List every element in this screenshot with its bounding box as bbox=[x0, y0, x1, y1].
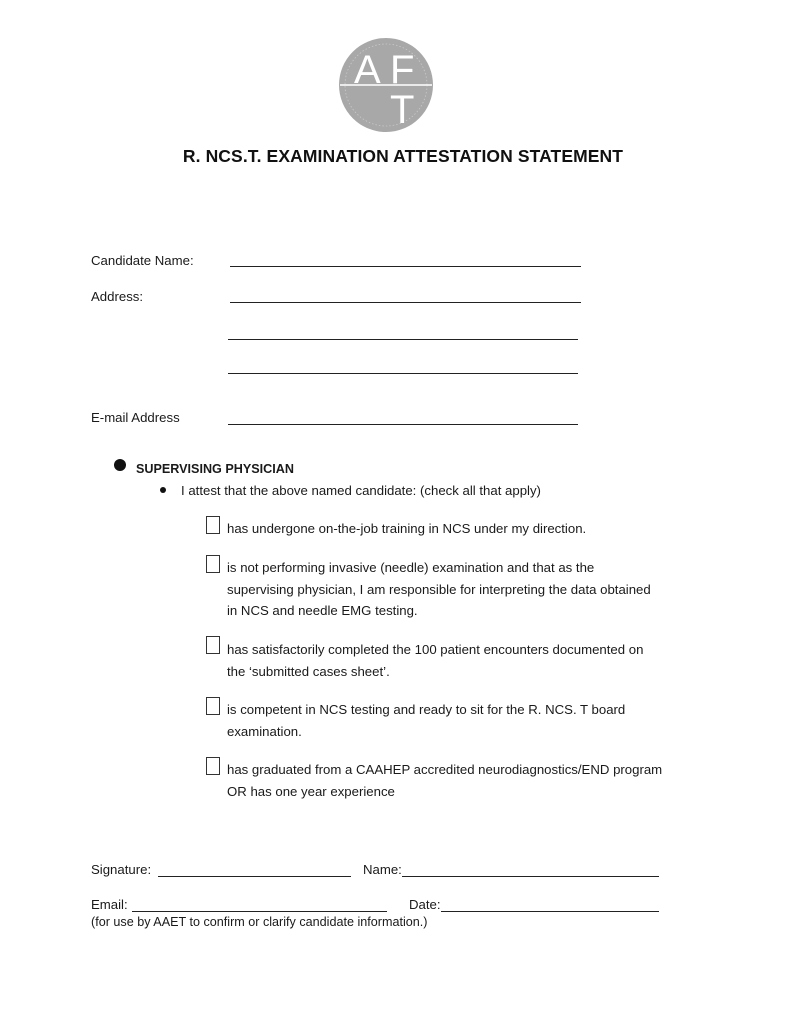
item-line: supervising physician, I am responsible for interpreting the data obtained bbox=[227, 581, 651, 597]
section-bullet-icon bbox=[114, 459, 126, 471]
checkbox-patient-encounters[interactable] bbox=[206, 636, 220, 654]
date-field[interactable] bbox=[441, 911, 659, 912]
checkbox-non-invasive[interactable] bbox=[206, 555, 220, 573]
section-heading: SUPERVISING PHYSICIAN bbox=[136, 462, 294, 476]
item-line: has undergone on-the-job training in NCS under my direction. bbox=[227, 521, 587, 536]
svg-text:A: A bbox=[354, 48, 381, 92]
name-field[interactable] bbox=[402, 876, 659, 877]
footer-note: (for use by AAET to confirm or clarify candidate information.) bbox=[91, 915, 428, 929]
checkbox-training[interactable] bbox=[206, 516, 220, 534]
address-line-1-field[interactable] bbox=[230, 302, 581, 303]
attestation-item-non-invasive bbox=[227, 557, 697, 622]
signature-label: Signature: bbox=[91, 862, 152, 877]
item-line: has satisfactorily completed the 100 patient encounters documented on bbox=[227, 642, 644, 657]
attestation-item-training bbox=[227, 518, 697, 540]
email-address-label: E-mail Address bbox=[91, 410, 180, 425]
address-line-3-field[interactable] bbox=[228, 373, 578, 374]
email-address-field[interactable] bbox=[228, 424, 578, 425]
email-field[interactable] bbox=[132, 911, 387, 912]
svg-text:T: T bbox=[390, 88, 415, 132]
intro-bullet-icon bbox=[160, 487, 166, 493]
item-line: OR has one year experience bbox=[227, 783, 395, 799]
name-label: Name: bbox=[363, 862, 402, 877]
signature-field[interactable] bbox=[158, 876, 351, 877]
address-line-2-field[interactable] bbox=[228, 339, 578, 340]
address-label: Address: bbox=[91, 289, 144, 304]
item-line: is competent in NCS testing and ready to sit for the R. NCS. T board bbox=[227, 702, 626, 717]
item-line: the ‘submitted cases sheet’. bbox=[227, 663, 390, 679]
item-line: has graduated from a CAAHEP accredited neurodiagnostics/END program bbox=[227, 762, 663, 777]
item-line: in NCS and needle EMG testing. bbox=[227, 603, 418, 618]
attestation-item-graduated bbox=[227, 759, 697, 802]
attestation-item-competent bbox=[227, 699, 697, 742]
page-title: R. NCS.T. EXAMINATION ATTESTATION STATEMENT bbox=[182, 146, 624, 166]
attestation-item-patient-encounters bbox=[227, 639, 697, 682]
aaet-logo-icon bbox=[294, 37, 434, 133]
checkbox-competent[interactable] bbox=[206, 697, 220, 715]
item-line: examination. bbox=[227, 723, 302, 739]
candidate-name-field[interactable] bbox=[230, 266, 581, 267]
email-label: Email: bbox=[91, 897, 128, 912]
attestation-intro: I attest that the above named candidate: (check all that apply) bbox=[181, 483, 541, 498]
checkbox-graduated[interactable] bbox=[206, 757, 220, 775]
candidate-name-label: Candidate Name: bbox=[91, 253, 194, 268]
svg-text:A: A bbox=[294, 78, 321, 122]
date-label: Date: bbox=[409, 897, 441, 912]
svg-text:F: F bbox=[390, 48, 415, 92]
item-line: is not performing invasive (needle) examination and that as the bbox=[227, 560, 595, 575]
